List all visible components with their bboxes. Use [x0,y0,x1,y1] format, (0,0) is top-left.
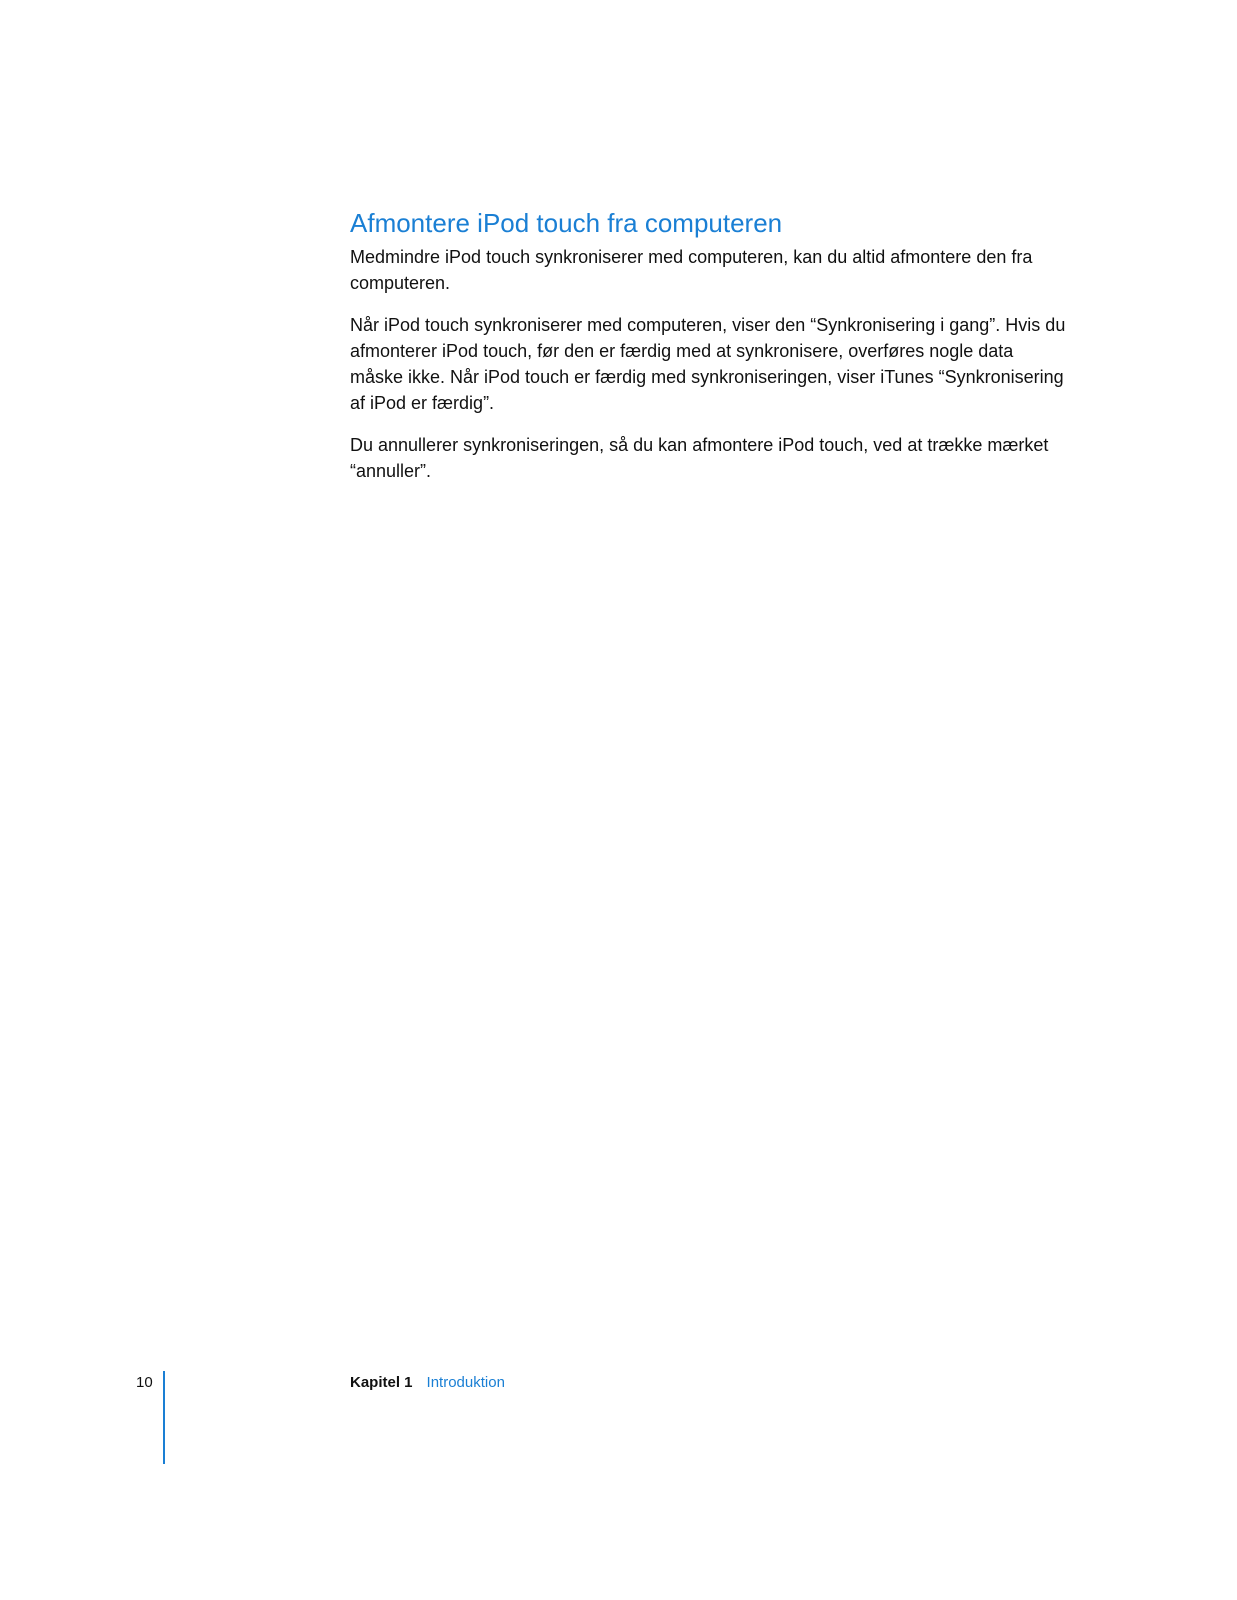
section-title: Afmontere iPod touch fra computeren [350,208,783,238]
chapter-name: Introduktion [426,1374,505,1391]
main-content [350,206,1070,500]
paragraph-intro: Medmindre iPod touch synkroniserer med computeren, kan du altid afmontere den fra computeren. [350,247,1033,293]
footer-divider [163,1371,165,1464]
paragraph-sync-status: Når iPod touch synkroniserer med computeren, viser den “Synkronisering i gang”. Hvis du afmonterer iPod touch, før den er færdig med at synkronisere, overføres nogle data måske ikke. Når iPod touch er færdig med synkroniseringen, viser iTunes “Synkronisering af iPod er færdig”. [350,315,1066,413]
page-number: 10 [136,1374,153,1391]
footer-chapter [350,1374,505,1392]
paragraph-cancel-sync: Du annullerer synkroniseringen, så du kan afmontere iPod touch, ved at trække mærket “annuller”. [350,435,1049,481]
chapter-label: Kapitel 1 [350,1374,413,1391]
